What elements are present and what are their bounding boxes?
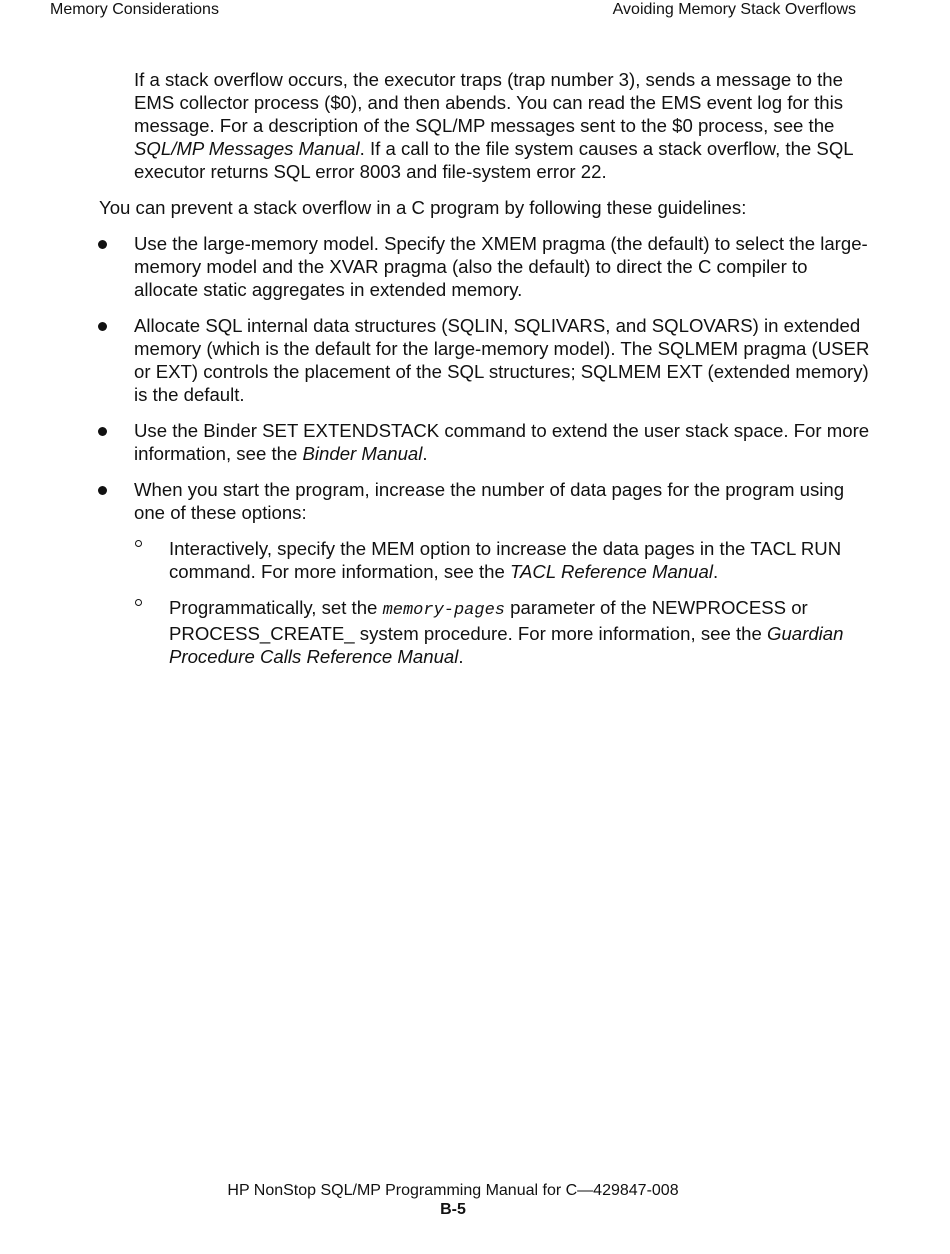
bullet-text-b: . (422, 443, 428, 464)
page-number: B-5 (440, 1201, 466, 1218)
bullet-icon (98, 322, 107, 331)
bullet-item-sql-structures (134, 314, 870, 406)
bullet-text: Use the large-memory model. Specify the XMEM pragma (the default) to select the large-memory model and the XVAR pragma (also the default) to direct the C compiler to allocate static aggregates in extended memory. (134, 233, 868, 300)
sub-bullet-text-b: . (712, 561, 719, 582)
bullet-text: Allocate SQL internal data structures (SQLIN, SQLIVARS, and SQLOVARS) in extended memory (which is the default for the large-memory model). The SQLMEM pragma (USER or EXT) controls the placement of the SQL structures; SQLMEM EXT (extended memory) is the default. (134, 315, 870, 405)
bullet-icon (98, 240, 107, 249)
sub-bullet-text-b: parameter of the NEWPROCESS or PROCESS_CREATE_ system procedure. For more information, see the (169, 597, 808, 644)
sub-bullet-text-c: . (458, 646, 464, 667)
messages-manual-title: SQL/MP Messages Manual (134, 138, 360, 159)
bullet-icon (98, 427, 107, 436)
bullet-text: When you start the program, increase the number of data pages for the program using one of these options: (134, 479, 845, 523)
binder-manual-title: Binder Manual (302, 443, 423, 464)
sub-bullet-programmatic (169, 596, 870, 668)
bullet-icon (98, 486, 107, 495)
running-header-section: Memory Considerations (50, 1, 219, 18)
sub-bullet-icon (135, 599, 142, 606)
intro-text-b: . If a call to the file system causes a stack overflow, the SQL executor returns SQL error 8003 and file-system error 22. (134, 138, 853, 182)
sub-bullet-text-a: Programmatically, set the (169, 597, 383, 618)
guardian-manual-title: Guardian Procedure Calls Reference Manual (169, 623, 844, 667)
intro-paragraph (134, 68, 870, 183)
bullet-item-large-memory (134, 232, 870, 301)
tacl-manual-title: TACL Reference Manual (510, 561, 713, 582)
bullet-text-a: Use the Binder SET EXTENDSTACK command to extend the user stack space. For more information, see the (134, 420, 870, 464)
intro-text-a: If a stack overflow occurs, the executor traps (trap number 3), sends a message to the EMS collector process ($0), and then abends. You can read the EMS event log for this message. For a description of the SQL/MP messages sent to the $0 process, see the (134, 69, 844, 136)
bullet-item-data-pages (134, 478, 870, 524)
memory-pages-parameter: memory-pages (382, 601, 505, 620)
running-header-topic: Avoiding Memory Stack Overflows (612, 1, 856, 18)
footer-manual-title: HP NonStop SQL/MP Programming Manual for C—429847-008 (227, 1182, 679, 1199)
sub-bullet-text-a: Interactively, specify the MEM option to increase the data pages in the TACL RUN command. For more information, see the (169, 538, 842, 582)
guideline-intro: You can prevent a stack overflow in a C program by following these guidelines: (99, 197, 747, 218)
sub-bullet-icon (135, 540, 142, 547)
page-body (0, 68, 950, 668)
page-footer (0, 1181, 906, 1219)
bullet-item-binder (134, 419, 870, 465)
sub-bullet-interactive (169, 537, 870, 583)
